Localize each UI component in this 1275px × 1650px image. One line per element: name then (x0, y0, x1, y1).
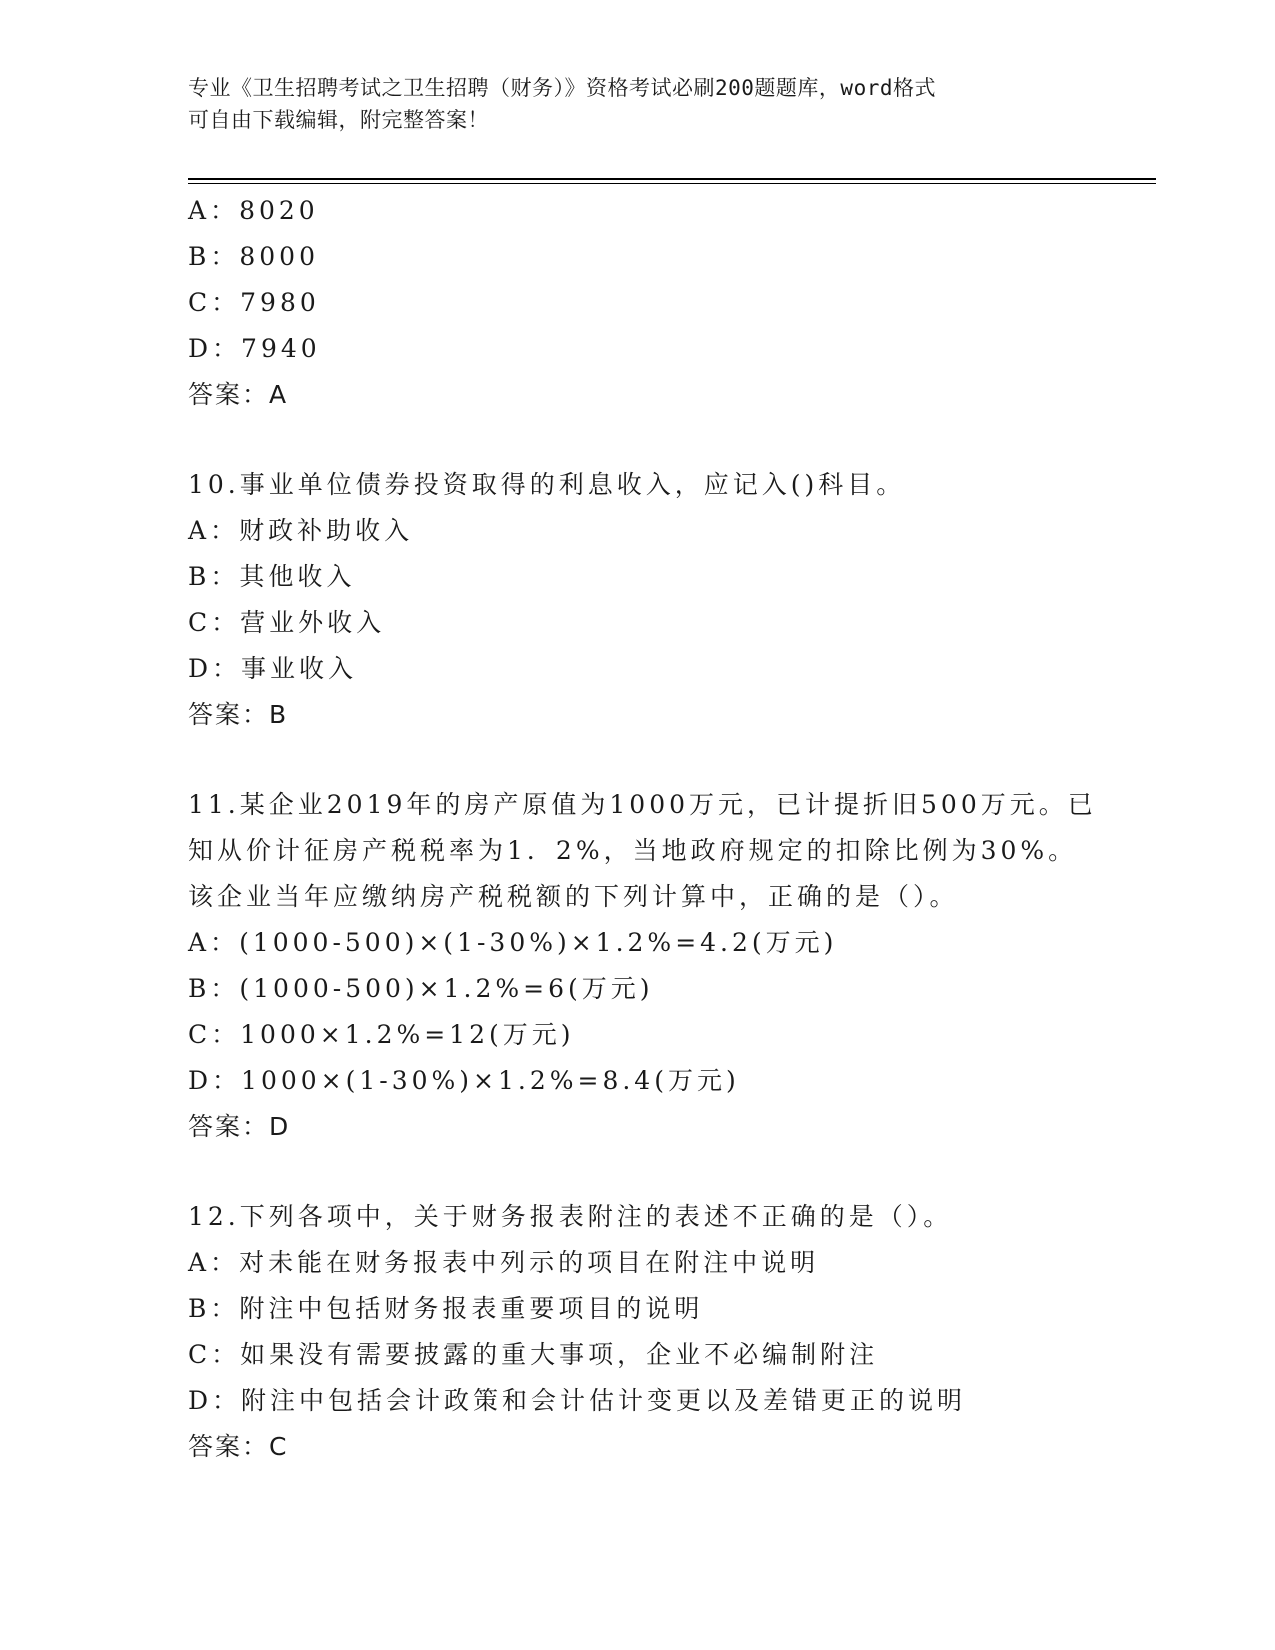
answer-label: 答案：A (188, 380, 289, 409)
question-stem-line-1: 11.某企业2019年的房产原值为1000万元，已计提折旧500万元。已 (188, 790, 1097, 819)
option-a (188, 508, 1088, 554)
question-9 (188, 188, 1088, 418)
option-c (188, 280, 1088, 326)
option-b (188, 554, 1088, 600)
question-stem-line-3: 该企业当年应缴纳房产税税额的下列计算中，正确的是（）。 (188, 882, 959, 911)
option-text: 事业收入 (241, 654, 358, 683)
header-title-line-1: 专业《卫生招聘考试之卫生招聘（财务）》资格考试必刷200题题库，word格式 (188, 76, 936, 100)
option-a (188, 188, 1088, 234)
option-text: 8020 (239, 196, 319, 225)
question-stem: 12.下列各项中，关于财务报表附注的表述不正确的是（）。 (188, 1202, 953, 1231)
option-letter: B： (188, 974, 240, 1003)
option-letter: B： (188, 242, 240, 271)
question-11 (188, 782, 1097, 1150)
option-text: (1000-500)×(1-30%)×1.2%=4.2(万元) (239, 928, 838, 957)
option-c (188, 600, 1088, 646)
option-letter: C： (188, 1340, 241, 1369)
option-letter: D： (188, 334, 242, 363)
header-title-line-2: 可自由下载编辑，附完整答案！ (188, 108, 489, 132)
option-letter: C： (188, 608, 241, 637)
option-d (188, 326, 1088, 372)
option-text: 7980 (240, 288, 320, 317)
question-stem-line-2: 知从价计征房产税税率为1．2%，当地政府规定的扣除比例为30%。 (188, 836, 1078, 865)
answer-label: 答案：C (188, 1432, 289, 1461)
option-d (188, 1378, 1088, 1424)
question-12 (188, 1194, 1088, 1470)
option-b (188, 234, 1088, 280)
option-text: 对未能在财务报表中列示的项目在附注中说明 (239, 1248, 820, 1277)
option-text: 附注中包括会计政策和会计估计变更以及差错更正的说明 (241, 1386, 967, 1415)
option-a (188, 920, 1088, 966)
option-text: 1000×1.2%=12(万元) (240, 1020, 575, 1049)
option-text: 其他收入 (239, 562, 356, 591)
option-b (188, 1286, 1088, 1332)
option-text: 1000×(1-30%)×1.2%=8.4(万元) (241, 1066, 740, 1095)
option-a (188, 1240, 1088, 1286)
option-text: 8000 (239, 242, 319, 271)
spacer (188, 738, 1088, 782)
option-letter: B： (188, 1294, 240, 1323)
question-stem: 10.事业单位债券投资取得的利息收入，应记入()科目。 (188, 470, 906, 499)
option-text: 7940 (241, 334, 321, 363)
option-text: 附注中包括财务报表重要项目的说明 (239, 1294, 704, 1323)
header-divider-thick (188, 178, 1156, 180)
option-letter: A： (188, 1248, 240, 1277)
question-list (188, 188, 1097, 1470)
option-letter: C： (188, 288, 241, 317)
option-letter: A： (188, 516, 240, 545)
answer-label: 答案：D (188, 1112, 291, 1141)
option-b (188, 966, 1088, 1012)
option-letter: A： (188, 196, 240, 225)
option-letter: A： (188, 928, 240, 957)
spacer (188, 418, 1088, 462)
option-letter: D： (188, 1066, 242, 1095)
spacer (188, 1150, 1088, 1194)
option-letter: B： (188, 562, 240, 591)
document-header (188, 72, 1068, 136)
question-10 (188, 462, 1088, 738)
header-divider-thin (188, 183, 1156, 184)
option-d (188, 646, 1088, 692)
answer-label: 答案：B (188, 700, 289, 729)
option-letter: C： (188, 1020, 241, 1049)
option-text: 如果没有需要披露的重大事项，企业不必编制附注 (240, 1340, 879, 1369)
option-letter: D： (188, 1386, 242, 1415)
option-text: 营业外收入 (240, 608, 386, 637)
option-text: (1000-500)×1.2%=6(万元) (239, 974, 654, 1003)
option-text: 财政补助收入 (239, 516, 414, 545)
option-c (188, 1332, 1088, 1378)
option-letter: D： (188, 654, 242, 683)
option-d (188, 1058, 1088, 1104)
option-c (188, 1012, 1088, 1058)
